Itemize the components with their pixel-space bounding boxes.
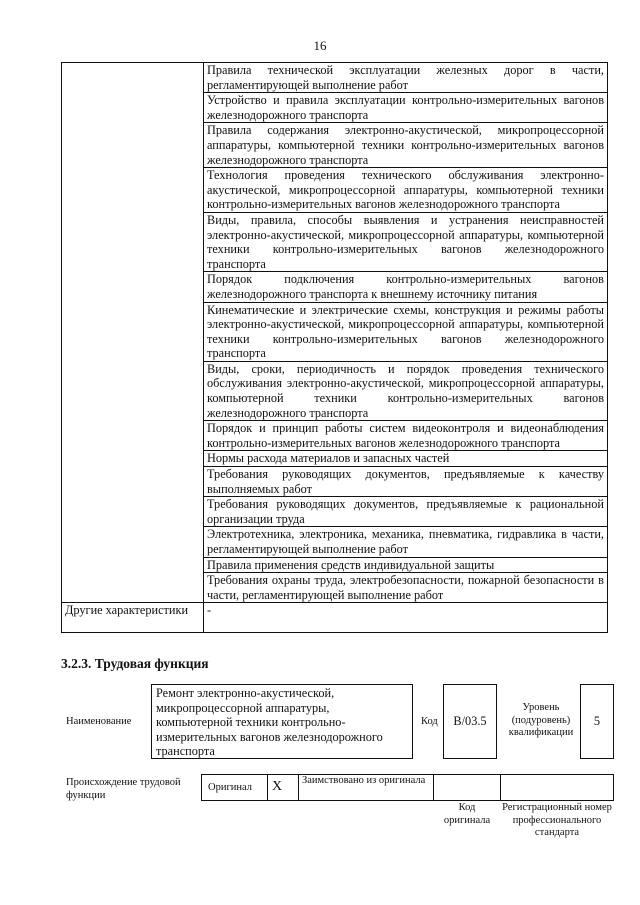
section-title: 3.2.3. Трудовая функция bbox=[61, 656, 209, 671]
origin-divider bbox=[298, 774, 299, 801]
origin-divider bbox=[433, 774, 434, 801]
knowledge-item: Устройство и правила эксплуатации контрольно-измерительных вагонов железнодорожного транспорта bbox=[204, 93, 608, 123]
knowledge-item: Электротехника, электроника, механика, пневматика, гидравлика в части, регламентирующей выполнение работ bbox=[204, 527, 608, 557]
borrowed-label: Заимствовано из оригинала bbox=[302, 775, 426, 786]
knowledge-item: Требования руководящих документов, предъявляемые к рациональной организации труда bbox=[204, 497, 608, 527]
knowledge-table bbox=[61, 62, 608, 633]
knowledge-item: Правила содержания электронно-акустической, микропроцессорной аппаратуры, компьютерной техники контрольно-измерительных вагонов железнодорожного транспорта bbox=[204, 123, 608, 168]
function-name-value: Ремонт электронно-акустической, микропроцессорной аппаратуры, компьютерной техники контрольно-измерительных вагонов железнодорожного транспорта bbox=[156, 686, 383, 759]
reg-number-caption: Регистрационный номер профессионального стандарта bbox=[502, 802, 612, 838]
knowledge-item: Виды, правила, способы выявления и устранения неисправностей электронно-акустической, микропроцессорной аппаратуры, компьютерной техники контрольно-измерительных вагонов железнодорожного транспорта bbox=[204, 212, 608, 271]
knowledge-label-cell bbox=[62, 63, 204, 603]
knowledge-item: Требования руководящих документов, предъявляемые к качеству выполняемых работ bbox=[204, 467, 608, 497]
level-value: 5 bbox=[593, 714, 601, 729]
other-characteristics-row bbox=[62, 603, 608, 633]
origin-label: Происхождение трудовой функции bbox=[66, 777, 181, 801]
level-box bbox=[580, 684, 614, 759]
knowledge-item: Порядок и принцип работы систем видеоконтроля и видеонаблюдения контрольно-измерительных вагонов железнодорожного транспорта bbox=[204, 421, 608, 451]
knowledge-row bbox=[62, 63, 608, 93]
origin-box bbox=[201, 774, 614, 801]
knowledge-item: Нормы расхода материалов и запасных частей bbox=[204, 451, 608, 467]
knowledge-table-body bbox=[62, 63, 608, 633]
origin-divider bbox=[500, 774, 501, 801]
knowledge-item: Технология проведения технического обслуживания электронно-акустической, микропроцессорной аппаратуры, компьютерной техники контрольно-измерительных вагонов железнодорожного транспорта bbox=[204, 168, 608, 213]
origin-divider bbox=[267, 774, 268, 801]
code-value: B/03.5 bbox=[453, 714, 487, 729]
page-number: 16 bbox=[313, 38, 327, 53]
knowledge-item: Порядок подключения контрольно-измерительных вагонов железнодорожного транспорта к внешнему источнику питания bbox=[204, 272, 608, 302]
level-label: Уровень (подуровень) квалификации bbox=[508, 702, 574, 738]
original-label: Оригинал bbox=[208, 782, 252, 793]
code-origin-caption: Код оригинала bbox=[443, 802, 491, 826]
other-characteristics-value: - bbox=[204, 603, 608, 633]
other-characteristics-label: Другие характеристики bbox=[62, 603, 204, 633]
code-box bbox=[443, 684, 497, 759]
knowledge-item: Правила применения средств индивидуальной защиты bbox=[204, 557, 608, 573]
name-label: Наименование bbox=[66, 716, 132, 727]
knowledge-item: Кинематические и электрические схемы, конструкция и режимы работы электронно-акустической, микропроцессорной аппаратуры, компьютерной техники контрольно-измерительных вагонов железнодорожного транспорта bbox=[204, 302, 608, 361]
function-name-box bbox=[151, 684, 413, 759]
code-label: Код bbox=[421, 716, 438, 727]
knowledge-item: Виды, сроки, периодичность и порядок проведения технического обслуживания электронно-акустической, микропроцессорной аппаратуры, компьютерной техники контрольно-измерительных вагонов железнодорожного транспорта bbox=[204, 361, 608, 420]
original-mark: X bbox=[272, 779, 283, 794]
knowledge-item: Правила технической эксплуатации железных дорог в части, регламентирующей выполнение работ bbox=[204, 63, 608, 93]
knowledge-item: Требования охраны труда, электробезопасности, пожарной безопасности в части, регламентирующей выполнение работ bbox=[204, 573, 608, 603]
